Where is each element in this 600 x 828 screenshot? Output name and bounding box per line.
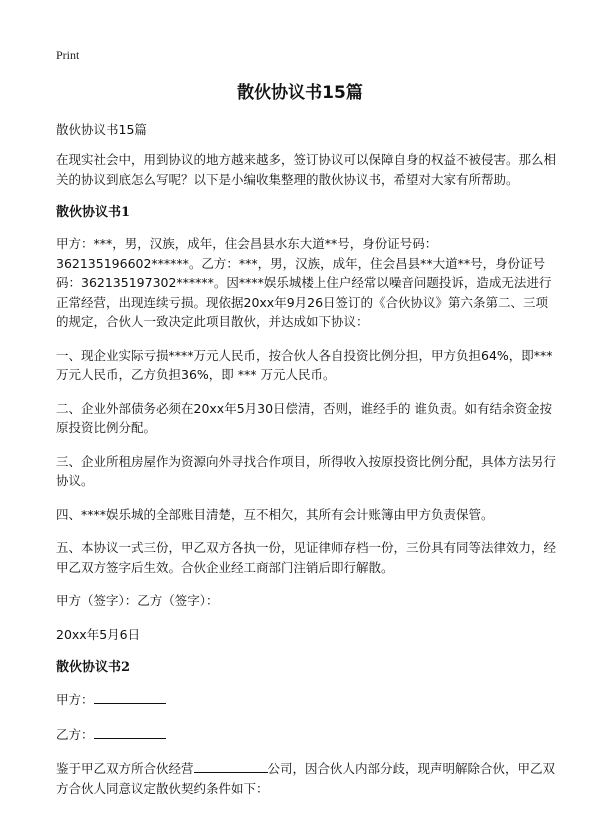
document-subtitle: 散伙协议书15篇 [56,122,147,137]
party-a-label: 甲方： [56,692,94,707]
preamble-after: 公司，因合伙人内部分歧，现声明解除合伙，甲乙双方合伙人同意议定散伙契约条件如下： [56,761,556,796]
section-1-clause-2: 二、企业外部债务必须在20xx年5月30日偿清，否则，谁经手的 谁负责。如有结余资金按原投资比例分配。 [56,400,553,435]
section-1-clause-5: 五、本协议一式三份，甲乙双方各执一份，见证律师存档一份，三份具有同等法律效力，经甲乙双方签字后生效。合伙企业经工商部门注销后即行解散。 [56,540,557,575]
section-2-heading: 散伙协议书2 [56,660,131,675]
party-a-blank [94,689,166,704]
party-a-line [56,689,556,710]
intro-paragraph: 在现实社会中，用到协议的地方越来越多，签订协议可以保障自身的权益不被侵害。那么相关的协议到底怎么写呢？以下是小编收集整理的散伙协议书，希望对大家有所帮助。 [56,152,557,187]
company-name-blank [194,758,268,773]
document-body [56,150,556,812]
section-1-parties-paragraph: 甲方：***，男，汉族，成年，住会昌县水东大道**号，身份证号码：362135196602******。乙方：***，男，汉族，成年，住会昌县**大道**号，身份证号码：362135197302******。因****娱乐城楼上住户经常以噪音问题投诉，造成无法进行正常经营，出现连续亏损。现依据20xx年9月26日签订的《合伙协议》第六条第二、三项的规定，合伙人一致决定此项目散伙，并达成如下协议： [56,236,552,329]
section-2-preamble [56,758,556,798]
section-1-clause-3: 三、企业所租房屋作为资源向外寻找合作项目，所得收入按原投资比例分配，具体方法另行协议。 [56,453,557,488]
print-link[interactable]: Print [56,48,80,62]
section-1-heading: 散伙协议书1 [56,205,131,220]
party-b-label: 乙方： [56,726,94,742]
section-1-signature-line: 甲方（签字）：乙方（签字）： [56,593,219,608]
preamble-before: 鉴于甲乙双方所合伙经营 [56,761,194,776]
party-b-blank [94,724,166,739]
section-1-date: 20xx年5月6日 [56,626,141,642]
section-1-clause-4: 四、****娱乐城的全部账目清楚，互不相欠，其所有会计账簿由甲方负责保管。 [56,506,494,522]
party-b-line [56,724,556,745]
page-title: 散伙协议书15篇 [237,83,363,103]
section-1-clause-1: 一、现企业实际亏损****万元人民币，按合伙人各自投资比例分担，甲方负担64%，即***万元人民币，乙方负担36%，即 *** 万元人民币。 [56,347,553,382]
